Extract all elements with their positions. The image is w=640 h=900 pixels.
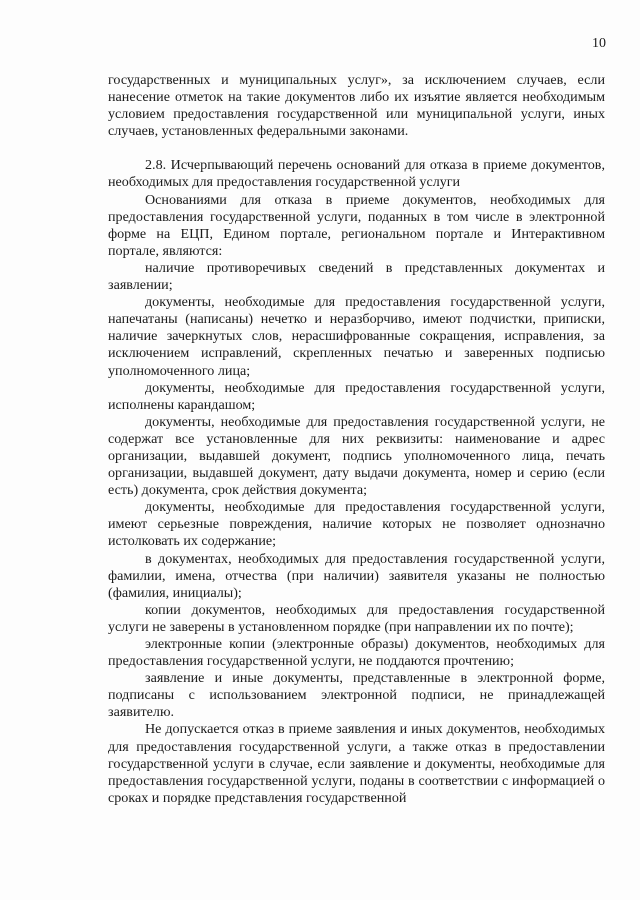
document-body [108,72,605,807]
paragraph: Не допускается отказ в приеме заявления и иных документов, необходимых для предоставления государственной услуги, а также отказ в предоставлении государственной услуги в случае, если заявление и документы, необходимые для предоставления государственной услуги, поданы в соответствии с информацией о сроках и порядке представления государственной [108,721,605,806]
paragraph: электронные копии (электронные образы) документов, необходимых для предоставления государственной услуги, не поддаются прочтению; [108,636,605,670]
page-number: 10 [592,36,606,51]
paragraph: 2.8. Исчерпывающий перечень оснований для отказа в приеме документов, необходимых для предоставления государственной услуги [108,157,605,191]
paragraph: документы, необходимые для предоставления государственной услуги, исполнены карандашом; [108,379,605,413]
paragraph: заявление и иные документы, представленные в электронной форме, подписаны с использованием электронной подписи, не принадлежащей заявителю. [108,670,605,721]
paragraph: документы, необходимые для предоставления государственной услуги, имеют серьезные повреждения, наличие которых не позволяет однозначно истолковать их содержание; [108,499,605,550]
paragraph: копии документов, необходимых для предоставления государственной услуги не заверены в установленном порядке (при направлении их по почте); [108,601,605,635]
paragraph: документы, необходимые для предоставления государственной услуги, напечатаны (написаны) нечетко и неразборчиво, имеют подчистки, приписки, наличие зачеркнутых слов, нерасшифрованные сокращения, исправления, за исключением исправлений, скрепленных печатью и заверенных подписью уполномоченного лица; [108,294,605,379]
paragraph: Основаниями для отказа в приеме документов, необходимых для предоставления государственной услуги, поданных в том числе в электронной форме на ЕЦП, Едином портале, региональном портале и Интерактивном портале, являются: [108,191,605,259]
paragraph: наличие противоречивых сведений в представленных документах и заявлении; [108,259,605,294]
paragraph: в документах, необходимых для предоставления государственной услуги, фамилии, имена, отчества (при наличии) заявителя указаны не полностью (фамилия, инициалы); [108,550,605,601]
paragraph: документы, необходимые для предоставления государственной услуги, не содержат все установленные для них реквизиты: наименование и адрес организации, выдавшей документ, подпись уполномоченного лица, печать организации, выдавшей документ, дату выдачи документа, номер и серию (если есть) документа, срок действия документа; [108,413,605,499]
paragraph: государственных и муниципальных услуг», за исключением случаев, если нанесение отметок на такие документов либо их изъятие является необходимым условием предоставления государственной или муниципальной услуги, иных случаев, установленных федеральными законами. [108,72,605,140]
